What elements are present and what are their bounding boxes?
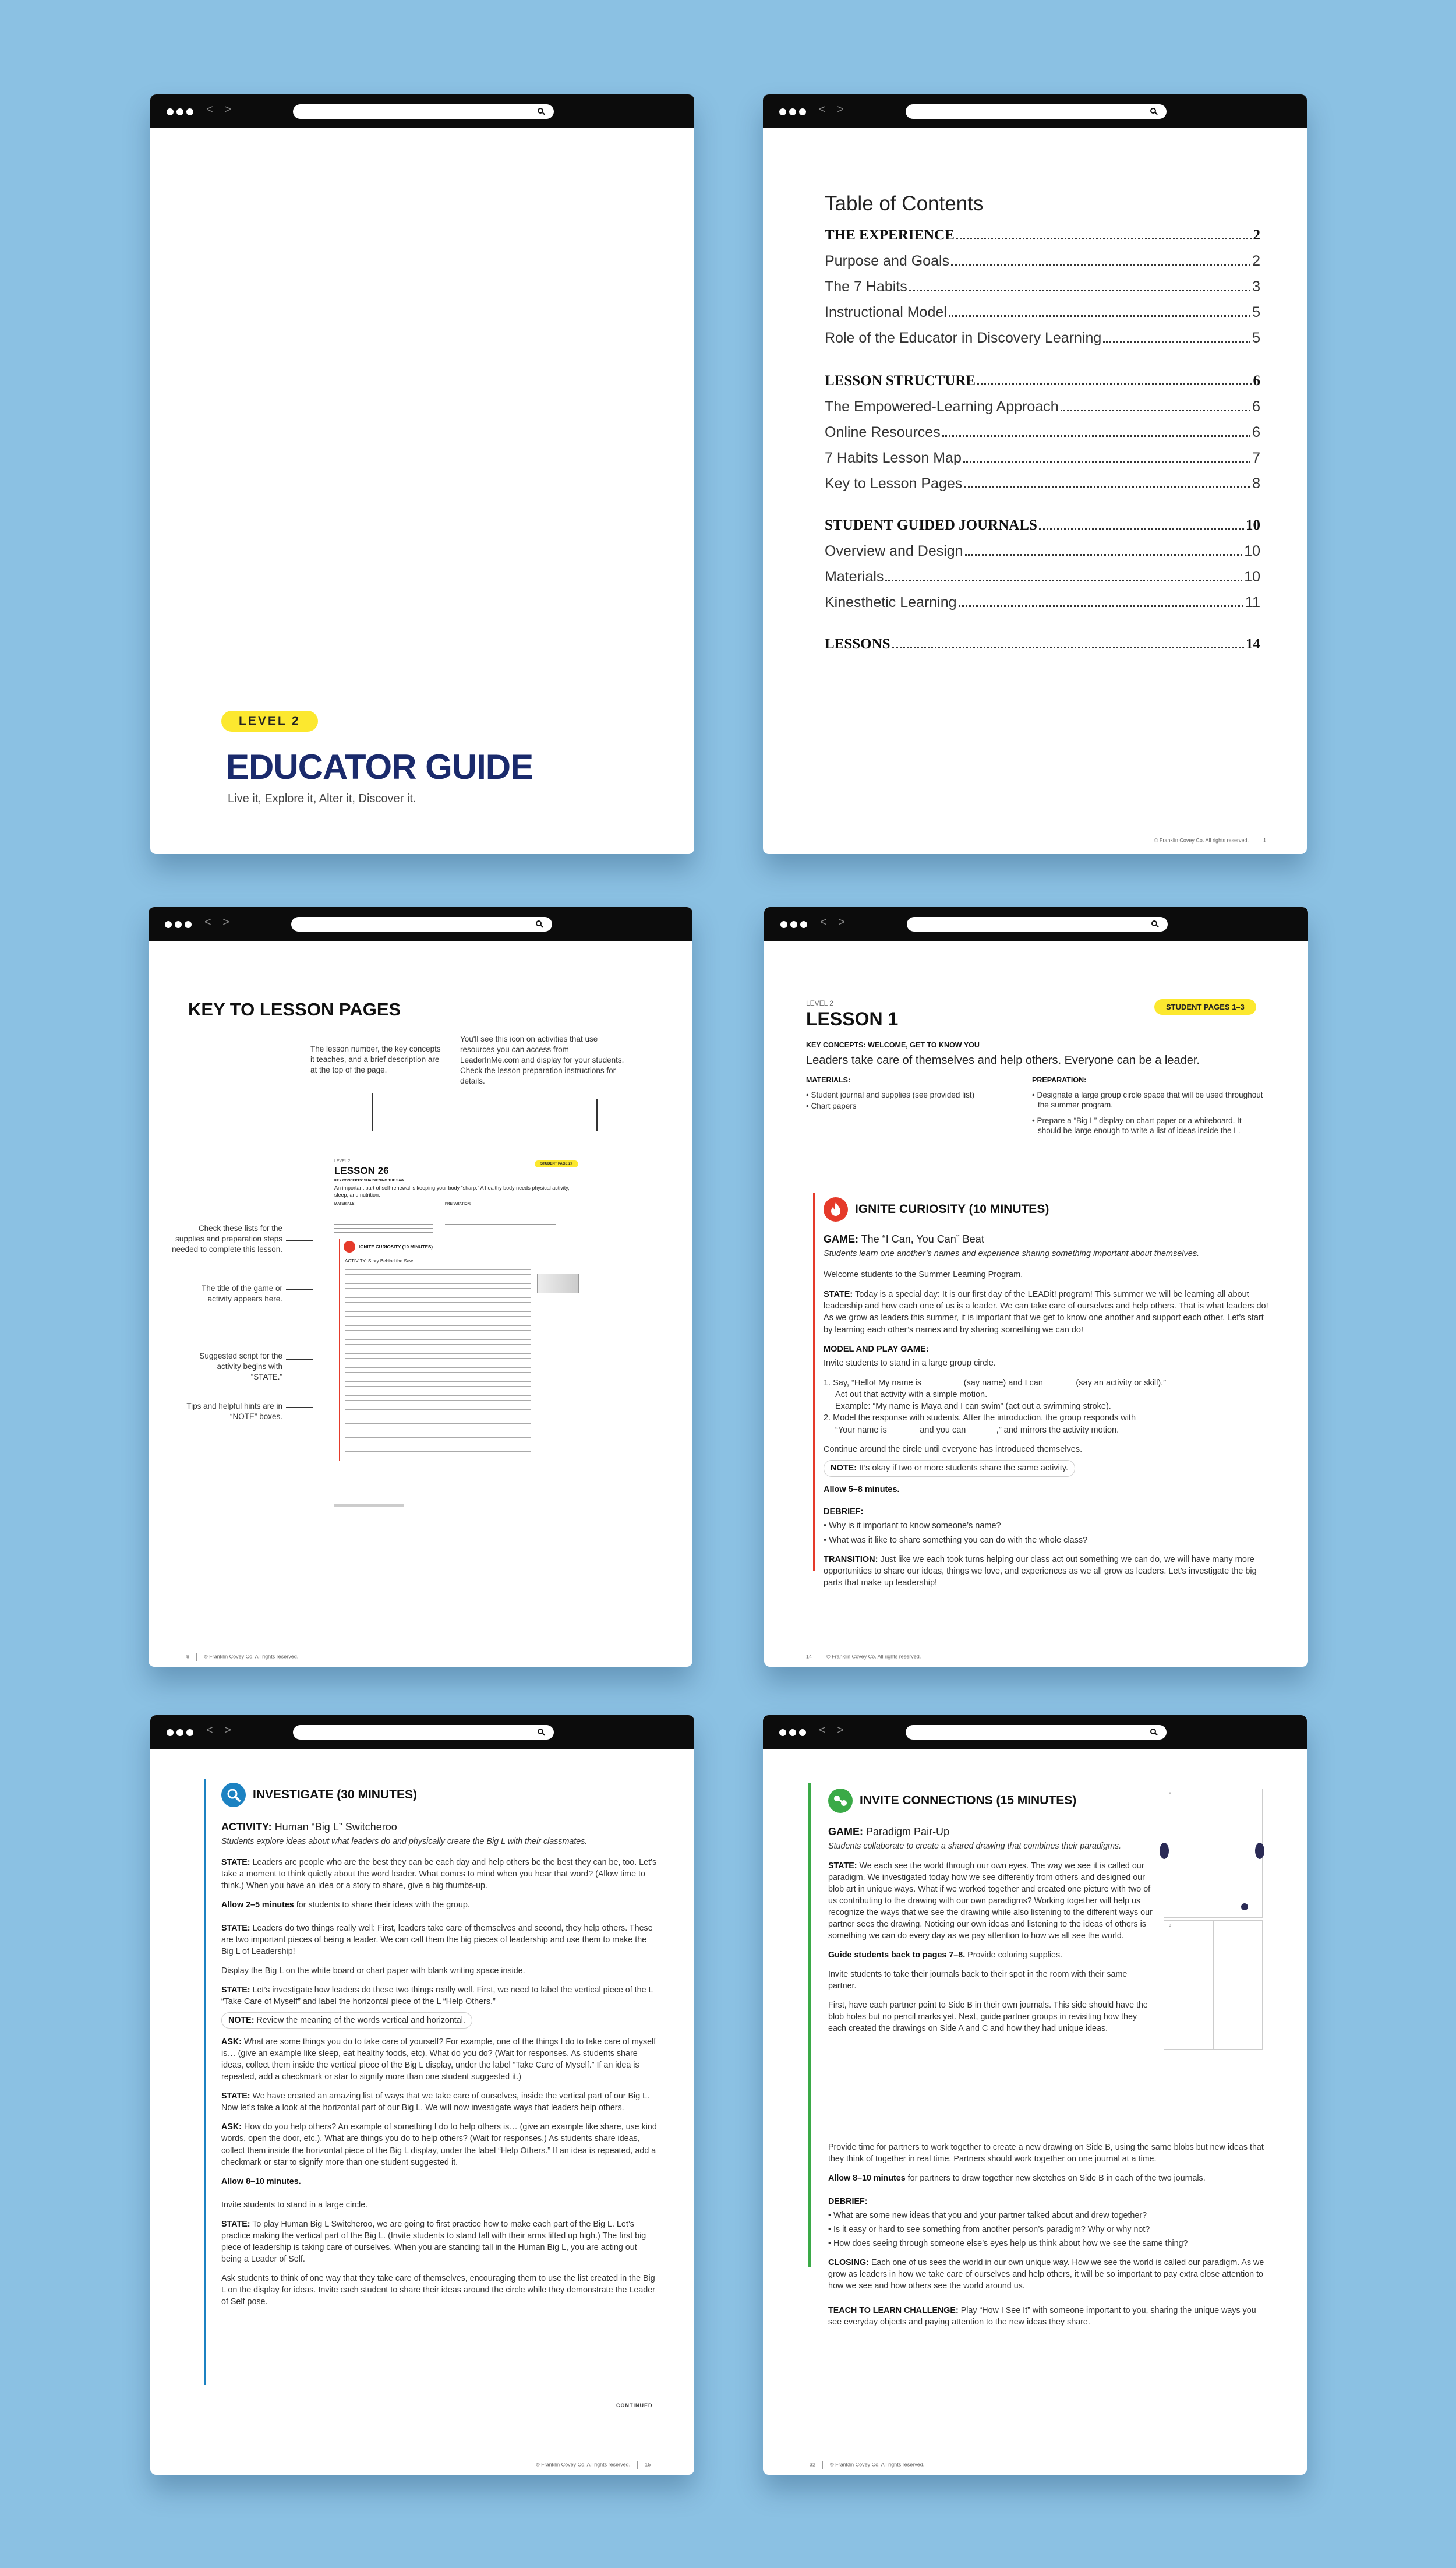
callout-resource-icon: You'll see this icon on activities that use resources you can access from LeaderInMe.com and display for your students. Check the lesson preparation instructions for details. bbox=[460, 1035, 624, 1086]
guide-label: Guide students back to pages 7–8. bbox=[828, 1950, 966, 1960]
invite-text: Invite students to stand in a large circle. bbox=[221, 2200, 368, 2210]
toc-leader-dots bbox=[892, 636, 1244, 648]
copyright: © Franklin Covey Co. All rights reserved. bbox=[1154, 837, 1249, 844]
debrief-item: • What was it like to share something you can do with the whole class? bbox=[824, 1535, 1088, 1545]
investigate-heading bbox=[221, 1783, 417, 1807]
allow-body: for students to share their ideas with the group. bbox=[294, 1900, 470, 1910]
key-window bbox=[149, 907, 692, 1667]
state-body: We each see the world through our own eyes. The way we see it is called our paradigm. We investigated today how we see differently from others and designed our blob art in unique ways. What if we worked together and created one picture with two of us contributing to the drawing with our own paradigms? Working together will help us recognize the ways that we see the drawing while also listening to the different ways our partner sees the drawing. Noticing our own ideas and listening to the ideas of others is something we can do every day as we pay attention to how we all see the world. bbox=[828, 1861, 1153, 1941]
invite-footer bbox=[810, 2461, 924, 2469]
nav-arrows[interactable]: < > bbox=[204, 916, 234, 929]
mini-ignite-heading: IGNITE CURIOSITY (10 MINUTES) bbox=[359, 1244, 433, 1250]
ask-body: How do you help others? An example of something I do to help others is… (give an example like share, use kind words, open the door, etc.). What are things you do to help others? (Wait for responses.) As students share ideas, collect them inside the horizontal piece of the Big L display, under the label “Help Others.” If an idea is repeated, add a checkmark or star to signify more than one student suggested it. bbox=[221, 2122, 657, 2167]
closing-body: Each one of us sees the world in our own unique way. How we see the world is called our paradigm. As we grow as leaders in how we take care of ourselves and help others, it will be so important to pay extra close attention to how we see and how others see the world around us. bbox=[828, 2258, 1264, 2291]
toc-title: Table of Contents bbox=[825, 192, 984, 215]
section-rule bbox=[808, 1783, 811, 2267]
mini-materials: MATERIALS: bbox=[334, 1202, 356, 1206]
transition-label: TRANSITION: bbox=[824, 1554, 878, 1564]
state-body: Today is a special day: It is our first day of the LEADit! program! This summer we will be learning all about leadership and how each one of us is a leader. We can take care of ourselves and help others. That is what leaders do! As we grow as leaders this summer, it is important that we get to know one another and support each other. Let’s start by learning each other’s names and by sharing something we can do! bbox=[824, 1289, 1268, 1335]
state-body: We have created an amazing list of ways that we take care of ourselves, inside the vertical part of our Big L. Now let’s take a look at the horizontal part of our Big L. We will now investigate ways that leaders help others. bbox=[221, 2091, 650, 2113]
toc-entry-title: LESSONS bbox=[825, 636, 890, 652]
toc-entry-page: 8 bbox=[1252, 475, 1260, 492]
blob-shape bbox=[1255, 1843, 1264, 1859]
list-item: • Prepare a “Big L” display on chart paper or a whiteboard. It should be large enough to write a list of ideas inside the L. bbox=[1032, 1116, 1242, 1135]
callout-activity-title: The title of the game or activity appears here. bbox=[202, 1284, 282, 1304]
invite-window bbox=[763, 1715, 1307, 2475]
game-summary: Students learn one another’s names and experience sharing something important about themselves. bbox=[824, 1249, 1200, 1259]
state-text bbox=[828, 1860, 1154, 1942]
toc-entry-title: The 7 Habits bbox=[825, 278, 907, 295]
toc-entry-title: Materials bbox=[825, 569, 884, 585]
lesson-title: LESSON 1 bbox=[806, 1008, 899, 1029]
toc-entry-page: 10 bbox=[1244, 569, 1260, 585]
welcome-text: Welcome students to the Summer Learning Program. bbox=[824, 1270, 1023, 1280]
page-number: 15 bbox=[645, 2461, 651, 2468]
toc-list bbox=[825, 227, 1260, 693]
toc-entry-title: The Empowered-Learning Approach bbox=[825, 398, 1059, 415]
toc-entry-page: 5 bbox=[1252, 304, 1260, 320]
model-heading: MODEL AND PLAY GAME: bbox=[824, 1344, 929, 1354]
activity-name: Human “Big L” Switcheroo bbox=[274, 1821, 397, 1833]
display-text: Display the Big L on the white board or chart paper with blank writing space inside. bbox=[221, 1966, 525, 1976]
toc-entry-title: LESSON STRUCTURE bbox=[825, 373, 976, 389]
student-pages-badge: STUDENT PAGES 1–3 bbox=[1154, 999, 1256, 1015]
game-label: GAME: bbox=[828, 1826, 863, 1837]
state-body: To play Human Big L Switcheroo, we are going to first practice how to make each part of the Big L. Let’s practice making the vertical part of the Big L. (Invite students to stand tall with their arms lifted up high.) The first big piece of leadership is taking care of ourselves. When you are standing tall in the Human Big L, you are acting out being a Leader of Self. bbox=[221, 2219, 646, 2264]
toc-leader-dots bbox=[1039, 517, 1244, 530]
state-text bbox=[221, 2218, 659, 2265]
mini-ignite-icon bbox=[344, 1241, 355, 1253]
preparation-heading: PREPARATION: bbox=[1032, 1076, 1087, 1084]
investigate-title: INVESTIGATE (30 MINUTES) bbox=[253, 1788, 417, 1801]
side-label: B bbox=[1169, 1924, 1172, 1928]
continued-label: CONTINUED bbox=[616, 2403, 653, 2408]
toc-entry-title: Online Resources bbox=[825, 424, 941, 440]
invite-title: INVITE CONNECTIONS (15 MINUTES) bbox=[860, 1794, 1077, 1807]
investigate-page bbox=[150, 1749, 694, 2475]
transition-body: Just like we each took turns helping our class act out something we can do, we will have many more opportunities to share our ideas, things we love, and experiences as we all grow as leaders. Let’s investigate the big parts that make up leadership! bbox=[824, 1554, 1257, 1588]
toc-leader-dots bbox=[965, 543, 1243, 556]
toc-window bbox=[763, 94, 1307, 854]
list-item: • Chart papers bbox=[806, 1101, 857, 1110]
toc-entry-page: 10 bbox=[1244, 543, 1260, 559]
copyright: © Franklin Covey Co. All rights reserved. bbox=[826, 1653, 921, 1660]
game-line bbox=[824, 1232, 1272, 1247]
toc-entry[interactable] bbox=[825, 636, 1260, 652]
level-badge: LEVEL 2 bbox=[221, 711, 318, 732]
list-item: • Designate a large group circle space that will be used throughout the summer program. bbox=[1032, 1091, 1263, 1110]
ask-label: ASK: bbox=[221, 2037, 242, 2047]
toc-entry[interactable] bbox=[825, 569, 1260, 585]
allow-text bbox=[221, 1899, 659, 1911]
game-line bbox=[828, 1825, 1154, 1839]
address-bar[interactable] bbox=[906, 1725, 1167, 1740]
page-number: 8 bbox=[186, 1653, 190, 1660]
browser-bar bbox=[764, 907, 1308, 941]
ask-text bbox=[221, 2121, 659, 2168]
toc-entry-title: Role of the Educator in Discovery Learning bbox=[825, 330, 1102, 346]
toc-entry-title: Instructional Model bbox=[825, 304, 947, 320]
toc-entry-page: 11 bbox=[1245, 594, 1260, 611]
window-controls[interactable] bbox=[779, 108, 809, 118]
debrief-item: • How does seeing through someone else’s eyes help us think about how we see the same thing? bbox=[828, 2239, 1188, 2249]
mini-badge: STUDENT PAGE 27 bbox=[535, 1160, 578, 1167]
mini-footer bbox=[334, 1504, 404, 1507]
address-bar[interactable] bbox=[291, 917, 552, 932]
ask-label: ASK: bbox=[221, 2122, 242, 2132]
step-2: 2. Model the response with students. After the introduction, the group responds with bbox=[824, 1413, 1136, 1423]
note-box bbox=[221, 2012, 472, 2029]
toc-entry[interactable] bbox=[825, 517, 1260, 534]
state-label: STATE: bbox=[221, 1924, 250, 1934]
mini-prep: PREPARATION: bbox=[445, 1202, 471, 1206]
state-body: Leaders are people who are the best they can be each day and help others be the best they can be, too. Let’s take a moment to think quietly about the word leader. What comes to mind when you hear that word? (Allow time to think.) When you have an idea or a story to share, give a big thumbs-up. bbox=[221, 1858, 657, 1891]
activity-line bbox=[221, 1820, 659, 1835]
search-icon[interactable] bbox=[1150, 108, 1156, 114]
toc-entry[interactable] bbox=[825, 424, 1260, 441]
partner-text: First, have each partner point to Side B in their own journals. This side should have the blob holes but no pencil marks yet. Next, guide partner groups in revisiting how they each created the drawings on Side A and C and how they had unique ideas. bbox=[828, 2001, 1148, 2034]
investigate-footer bbox=[536, 2461, 651, 2469]
invite-text: Invite students to stand in a large group circle. bbox=[824, 1359, 996, 1368]
step-1c: Example: “My name is Maya and I can swim” (act out a swimming stroke). bbox=[835, 1402, 1111, 1412]
toc-entry-title: STUDENT GUIDED JOURNALS bbox=[825, 517, 1037, 533]
toc-entry[interactable] bbox=[825, 304, 1260, 321]
toc-entry[interactable] bbox=[825, 450, 1260, 467]
mini-lines bbox=[445, 1208, 556, 1226]
toc-entry[interactable] bbox=[825, 278, 1260, 295]
guide-body: Provide coloring supplies. bbox=[965, 1950, 1063, 1960]
search-icon[interactable] bbox=[538, 1729, 543, 1734]
step-2b: “Your name is ______ and you can ______,” and mirrors the activity motion. bbox=[835, 1425, 1119, 1435]
debrief-item: • Why is it important to know someone’s name? bbox=[824, 1521, 1001, 1531]
nav-arrows[interactable]: < > bbox=[206, 1724, 235, 1737]
toc-leader-dots bbox=[964, 475, 1250, 488]
key-page bbox=[149, 941, 692, 1667]
journal-thumbnail-a bbox=[1164, 1789, 1263, 1918]
window-controls[interactable] bbox=[779, 1729, 809, 1739]
allow-text: Allow 8–10 minutes. bbox=[221, 2177, 301, 2186]
ask-body: What are some things you do to take care of yourself? For example, one of the things I do to take care of myself is… (give an example like sleep, eat healthy foods, etc). What do you do? (Wait for responses. As students share ideas, collect them inside the vertical piece of the Big L display, under the label “Take Care of Myself.” If an idea is repeated, add a checkmark or star to signify more than one student suggested it.) bbox=[221, 2037, 656, 2082]
window-controls[interactable] bbox=[167, 1729, 196, 1739]
fold-line bbox=[1213, 1921, 1214, 2050]
mini-lines bbox=[334, 1208, 433, 1234]
continue-text: Continue around the circle until everyone has introduced themselves. bbox=[824, 1445, 1083, 1455]
note-text: It’s okay if two or more students share the same activity. bbox=[859, 1463, 1069, 1473]
invite-body-bottom bbox=[828, 2142, 1266, 2336]
state-body: Let’s investigate how leaders do these two things really well. First, we need to label the vertical piece of the L “Take Care of Myself” and label the horizontal piece of the L “Help Others.” bbox=[221, 1985, 653, 2007]
browser-bar bbox=[150, 1715, 694, 1749]
state-label: STATE: bbox=[221, 1985, 250, 1995]
investigate-body bbox=[221, 1820, 659, 2315]
toc-entry[interactable] bbox=[825, 398, 1260, 415]
allow-text: Allow 5–8 minutes. bbox=[824, 1484, 900, 1494]
window-controls[interactable] bbox=[780, 920, 810, 931]
nav-arrows[interactable]: < > bbox=[206, 103, 235, 116]
toc-entry-title: THE EXPERIENCE bbox=[825, 227, 955, 243]
lesson1-window bbox=[764, 907, 1308, 1667]
transition-text bbox=[824, 1554, 1272, 1589]
state-label: STATE: bbox=[824, 1289, 853, 1299]
lesson1-footer bbox=[806, 1653, 921, 1661]
toc-leader-dots bbox=[956, 227, 1252, 239]
toc-entry[interactable] bbox=[825, 543, 1260, 560]
key-concepts: KEY CONCEPTS: WELCOME, GET TO KNOW YOU bbox=[806, 1041, 980, 1049]
invite-text: Invite students to take their journals back to their spot in the room with their same partner. bbox=[828, 1970, 1128, 1991]
mini-resource-image bbox=[537, 1274, 579, 1293]
callout-lists: Check these lists for the supplies and preparation steps needed to complete this lesson. bbox=[172, 1224, 282, 1254]
nav-arrows[interactable]: < > bbox=[819, 1724, 848, 1737]
toc-leader-dots bbox=[885, 569, 1242, 581]
magnifier-icon bbox=[221, 1783, 246, 1807]
cover-page bbox=[150, 128, 694, 854]
toc-entry-title: Kinesthetic Learning bbox=[825, 594, 957, 611]
toc-leader-dots bbox=[977, 373, 1251, 385]
closing-text bbox=[828, 2257, 1266, 2292]
address-bar[interactable] bbox=[293, 1725, 554, 1740]
browser-bar bbox=[763, 1715, 1307, 1749]
journal-thumbnail-b bbox=[1164, 1920, 1263, 2050]
blob-shape bbox=[1160, 1843, 1169, 1859]
toc-page bbox=[763, 128, 1307, 854]
activity-summary: Students explore ideas about what leaders do and physically create the Big L with their classmates. bbox=[221, 1837, 588, 1847]
allow-label: Allow 2–5 minutes bbox=[221, 1900, 294, 1910]
connections-icon bbox=[828, 1789, 853, 1813]
debrief-item: • Is it easy or hard to see something from another person’s paradigm? Why or why not? bbox=[828, 2225, 1150, 2235]
state-label: STATE: bbox=[221, 2091, 250, 2101]
copyright: © Franklin Covey Co. All rights reserved. bbox=[830, 2461, 925, 2468]
browser-bar bbox=[149, 907, 692, 941]
state-text bbox=[221, 2090, 659, 2114]
step-1: 1. Say, “Hello! My name is ________ (say name) and I can ______ (say an activity or skill).” bbox=[824, 1378, 1167, 1388]
key-title: KEY TO LESSON PAGES bbox=[188, 999, 401, 1020]
teach-body: Play “How I See It” with someone important to you, sharing the unique ways you see everyday objects and paying attention to the new ideas they share. bbox=[828, 2306, 1256, 2327]
toc-leader-dots bbox=[1061, 398, 1250, 411]
teach-text bbox=[828, 2305, 1266, 2328]
flame-icon bbox=[824, 1197, 848, 1222]
state-text bbox=[824, 1289, 1272, 1336]
state-text bbox=[221, 1857, 659, 1892]
ignite-heading bbox=[824, 1197, 1049, 1222]
state-text bbox=[221, 1923, 659, 1957]
lesson1-page bbox=[764, 941, 1308, 1667]
invite-heading bbox=[828, 1789, 1076, 1813]
note-text: Review the meaning of the words vertical and horizontal. bbox=[256, 2016, 465, 2026]
search-icon[interactable] bbox=[536, 920, 542, 926]
section-rule bbox=[813, 1193, 815, 1571]
level-label: LEVEL 2 bbox=[806, 999, 833, 1007]
toc-entry-page: 5 bbox=[1252, 330, 1260, 346]
mini-lesson-title: LESSON 26 bbox=[334, 1165, 389, 1176]
callout-state: Suggested script for the activity begins with “STATE.” bbox=[199, 1352, 282, 1382]
address-bar[interactable] bbox=[907, 917, 1168, 932]
toc-entry[interactable] bbox=[825, 253, 1260, 270]
browser-bar bbox=[150, 94, 694, 128]
game-label: GAME: bbox=[824, 1233, 858, 1245]
state-label: STATE: bbox=[221, 2219, 250, 2229]
search-icon[interactable] bbox=[1150, 1729, 1156, 1734]
debrief-item: • What are some new ideas that you and your partner talked about and drew together? bbox=[828, 2211, 1147, 2221]
allow-text bbox=[828, 2172, 1266, 2184]
toc-entry-page: 14 bbox=[1246, 636, 1260, 652]
toc-entry[interactable] bbox=[825, 330, 1260, 347]
copyright: © Franklin Covey Co. All rights reserved. bbox=[204, 1653, 299, 1660]
toc-footer bbox=[1154, 837, 1266, 845]
browser-bar bbox=[763, 94, 1307, 128]
step-1b: Act out that activity with a simple motion. bbox=[835, 1389, 988, 1399]
state-text bbox=[221, 1984, 659, 2008]
toc-leader-dots bbox=[951, 253, 1250, 266]
blob-shape bbox=[1241, 1903, 1248, 1910]
toc-entry[interactable] bbox=[825, 475, 1260, 492]
debrief-heading: DEBRIEF: bbox=[828, 2197, 868, 2207]
mini-level: LEVEL 2 bbox=[334, 1159, 351, 1163]
toc-entry-page: 10 bbox=[1246, 517, 1260, 533]
allow-label: Allow 8–10 minutes bbox=[828, 2174, 906, 2183]
note-label: NOTE: bbox=[228, 2016, 255, 2026]
toc-leader-dots bbox=[909, 278, 1250, 291]
mini-lines bbox=[345, 1265, 531, 1458]
cover-tagline: Live it, Explore it, Alter it, Discover it. bbox=[228, 792, 416, 805]
state-label: STATE: bbox=[828, 1861, 857, 1871]
ask-text bbox=[221, 2036, 659, 2083]
side-label: A bbox=[1169, 1793, 1172, 1796]
lesson-lead: Leaders take care of themselves and help others. Everyone can be a leader. bbox=[806, 1054, 1200, 1067]
window-controls[interactable] bbox=[167, 108, 196, 118]
materials-heading: MATERIALS: bbox=[806, 1076, 851, 1084]
page-number: 32 bbox=[810, 2461, 816, 2468]
toc-leader-dots bbox=[949, 304, 1250, 317]
copyright: © Franklin Covey Co. All rights reserved. bbox=[536, 2461, 631, 2468]
game-summary: Students collaborate to create a shared drawing that combines their paradigms. bbox=[828, 1842, 1122, 1851]
toc-entry-page: 7 bbox=[1252, 450, 1260, 466]
cover-title: EDUCATOR GUIDE bbox=[226, 747, 533, 786]
toc-entry-page: 6 bbox=[1252, 398, 1260, 415]
cover-window bbox=[150, 94, 694, 854]
toc-leader-dots bbox=[1103, 330, 1250, 343]
ask-students-text: Ask students to think of one way that they take care of themselves, encouraging them to use the list created in the Big L on the display for ideas. Invite each student to share their ideas around the circle while they demonstrate the Leader of Self pose. bbox=[221, 2273, 655, 2306]
investigate-window bbox=[150, 1715, 694, 2475]
toc-entry-page: 6 bbox=[1253, 373, 1260, 389]
game-name: The “I Can, You Can” Beat bbox=[861, 1233, 984, 1245]
game-name: Paradigm Pair-Up bbox=[866, 1826, 950, 1837]
callout-note: Tips and helpful hints are in “NOTE” boxes. bbox=[186, 1402, 282, 1421]
toc-entry-title: Overview and Design bbox=[825, 543, 963, 559]
materials-list bbox=[806, 1090, 1022, 1112]
toc-entry-page: 6 bbox=[1252, 424, 1260, 440]
toc-entry-title: 7 Habits Lesson Map bbox=[825, 450, 962, 466]
mini-concepts: KEY CONCEPTS: SHARPENING THE SAW bbox=[334, 1179, 404, 1183]
key-footer bbox=[186, 1653, 298, 1661]
toc-entry[interactable] bbox=[825, 227, 1260, 244]
lesson1-body bbox=[824, 1232, 1272, 1597]
address-bar[interactable] bbox=[906, 104, 1167, 119]
ignite-title: IGNITE CURIOSITY (10 MINUTES) bbox=[855, 1202, 1049, 1216]
closing-label: CLOSING: bbox=[828, 2258, 869, 2268]
window-controls[interactable] bbox=[165, 920, 195, 931]
list-item: • Student journal and supplies (see provided list) bbox=[806, 1091, 975, 1099]
allow-body: for partners to draw together new sketches on Side B in each of the two journals. bbox=[905, 2174, 1206, 2183]
mini-desc: An important part of self-renewal is keeping your body “sharp.” A healthy body needs physical activity, sleep, and nutrition. bbox=[334, 1185, 570, 1198]
invite-body-top bbox=[828, 1825, 1154, 2042]
note-box bbox=[824, 1460, 1075, 1476]
sample-lesson-page bbox=[313, 1131, 612, 1522]
teach-label: TEACH TO LEARN CHALLENGE: bbox=[828, 2306, 959, 2316]
note-label: NOTE: bbox=[831, 1463, 857, 1473]
toc-entry-title: Key to Lesson Pages bbox=[825, 475, 963, 492]
search-icon[interactable] bbox=[538, 108, 543, 114]
page-number: 1 bbox=[1263, 837, 1266, 844]
search-icon[interactable] bbox=[1151, 920, 1157, 926]
guide-text bbox=[828, 1949, 1154, 1961]
toc-entry-page: 3 bbox=[1252, 278, 1260, 295]
toc-entry[interactable] bbox=[825, 373, 1260, 389]
state-label: STATE: bbox=[221, 1858, 250, 1868]
toc-entry-title: Purpose and Goals bbox=[825, 253, 950, 269]
state-body: Leaders do two things really well: First, leaders take care of themselves and second, they help others. These are two important pieces of being a leader. We can call them the big pieces of leadership and use them to make the Big L of Leadership! bbox=[221, 1924, 653, 1957]
debrief-heading: DEBRIEF: bbox=[824, 1507, 864, 1516]
toc-leader-dots bbox=[959, 594, 1244, 607]
toc-leader-dots bbox=[942, 424, 1250, 437]
nav-arrows[interactable]: < > bbox=[820, 916, 849, 929]
toc-entry-page: 2 bbox=[1253, 227, 1260, 243]
page-number: 14 bbox=[806, 1653, 812, 1660]
address-bar[interactable] bbox=[293, 104, 554, 119]
mini-activity: ACTIVITY: Story Behind the Saw bbox=[345, 1258, 413, 1264]
provide-text: Provide time for partners to work together to create a new drawing on Side B, using the same blobs but new ideas that they think of together in real time. Partners should work together on one journal at a time. bbox=[828, 2143, 1264, 2164]
toc-entry[interactable] bbox=[825, 594, 1260, 611]
section-rule bbox=[204, 1779, 206, 2385]
toc-entry-page: 2 bbox=[1252, 253, 1260, 269]
preparation-list bbox=[1032, 1090, 1265, 1135]
callout-header: The lesson number, the key concepts it teaches, and a brief description are at the top of the page. bbox=[310, 1045, 441, 1075]
mini-rule bbox=[339, 1239, 340, 1461]
invite-page bbox=[763, 1749, 1307, 2475]
toc-leader-dots bbox=[963, 450, 1250, 463]
activity-label: ACTIVITY: bbox=[221, 1821, 272, 1833]
nav-arrows[interactable]: < > bbox=[819, 103, 848, 116]
